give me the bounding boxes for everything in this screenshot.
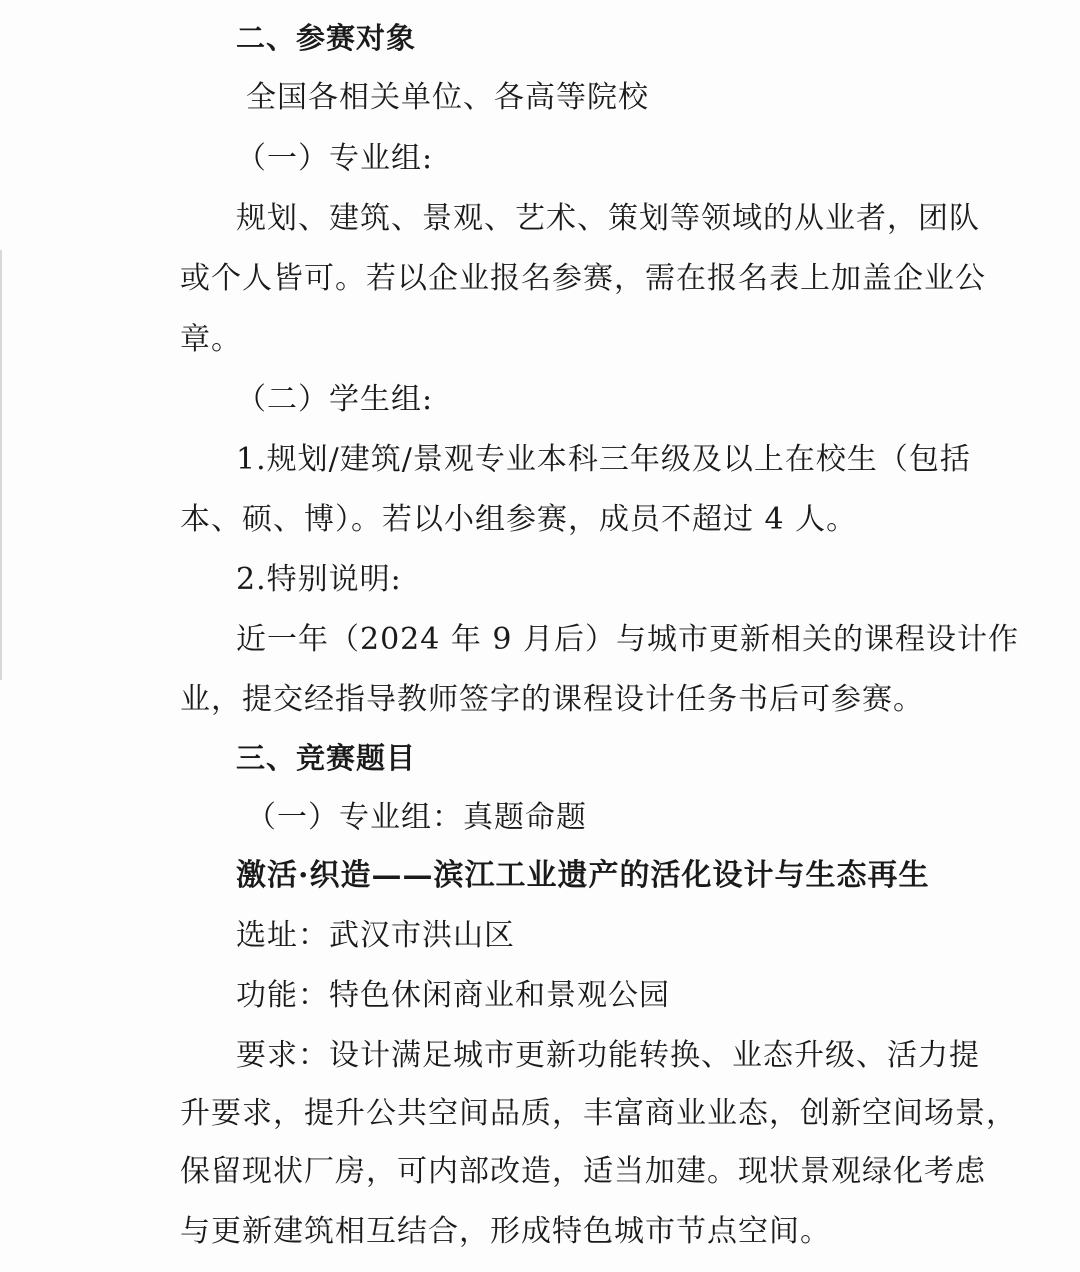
special-note-line-2: 业，提交经指导教师签字的课程设计任务书后可参赛。 bbox=[180, 682, 924, 717]
requirements-line-2: 升要求，提升公共空间品质，丰富商业业态，创新空间场景， bbox=[180, 1096, 1017, 1131]
participants-scope: 全国各相关单位、各高等院校 bbox=[246, 80, 649, 115]
requirements-line-4: 与更新建筑相互结合，形成特色城市节点空间。 bbox=[180, 1214, 831, 1249]
professional-paragraph-line-3: 章。 bbox=[180, 322, 242, 357]
student-paragraph-line-1: 1.规划/建筑/景观专业本科三年级及以上在校生（包括 bbox=[236, 442, 971, 477]
requirements-line-1: 要求：设计满足城市更新功能转换、业态升级、活力提 bbox=[236, 1038, 980, 1073]
special-note-heading: 2.特别说明: bbox=[236, 562, 402, 597]
topic-title: 激活·织造——滨江工业遗产的活化设计与生态再生 bbox=[236, 858, 930, 893]
site-location: 选址：武汉市洪山区 bbox=[236, 918, 515, 953]
subheading-professional-topic: （一）专业组：真题命题 bbox=[246, 800, 587, 835]
section-heading-participants: 二、参赛对象 bbox=[236, 21, 417, 55]
professional-paragraph-line-2: 或个人皆可。若以企业报名参赛，需在报名表上加盖企业公 bbox=[180, 261, 986, 296]
subheading-student-group: （二）学生组: bbox=[236, 382, 434, 417]
student-paragraph-line-2: 本、硕、博）。若以小组参赛，成员不超过 4 人。 bbox=[180, 502, 858, 537]
professional-paragraph-line-1: 规划、建筑、景观、艺术、策划等领域的从业者，团队 bbox=[236, 201, 980, 236]
requirements-line-3: 保留现状厂房，可内部改造，适当加建。现状景观绿化考虑 bbox=[180, 1154, 986, 1189]
function-description: 功能：特色休闲商业和景观公园 bbox=[236, 978, 670, 1013]
special-note-line-1: 近一年（2024 年 9 月后）与城市更新相关的课程设计作 bbox=[236, 622, 1020, 657]
subheading-professional-group: （一）专业组: bbox=[236, 141, 434, 176]
section-heading-topic: 三、竞赛题目 bbox=[236, 741, 417, 775]
scan-edge-shadow bbox=[0, 250, 2, 680]
